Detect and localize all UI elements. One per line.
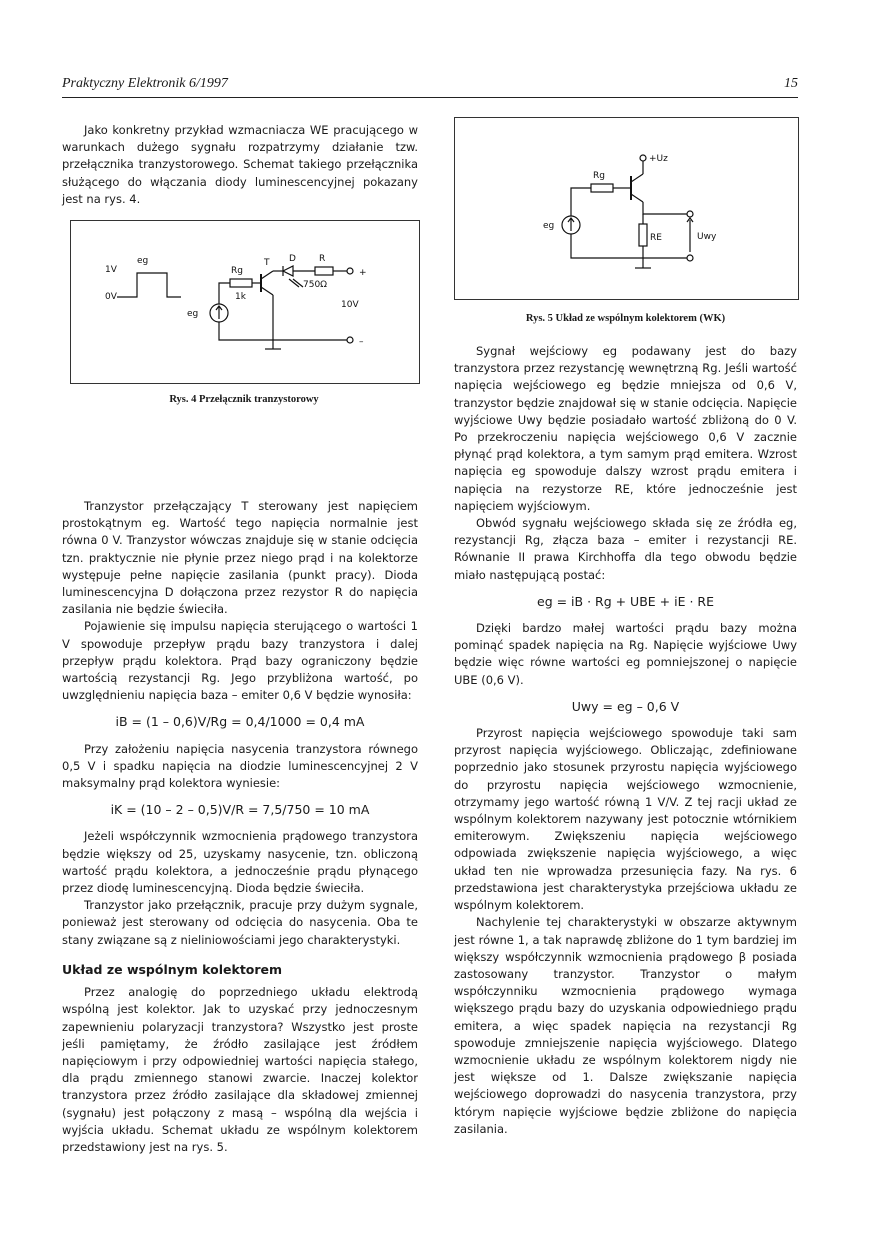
journal-title: Praktyczny Elektronik 6/1997 (62, 76, 228, 91)
figure-5-schematic (454, 117, 799, 300)
fig4-rg-label: Rg (231, 266, 243, 276)
paragraph: Nachylenie tej charakterystyki w obszarze aktywnym jest równe 1, a tak naprawdę zbliżone do 1 tym bardziej im większy współczynnik wzmocnienia prądowego β posiada zastosowany tranzystor. Tranzystor o małym współczynniku wzmocnienia prądowego wymaga większego prądu bazy do uzyskania odpowiedniego prądu emitera, a więc spadek napięcia na rezystancji Rg spowoduje zmniejszenie napięcia wyjściowego. Dlatego wzmocnienie układu ze wspólnym kolektorem nigdy nie jest większe od 1. Dalsze zwiększanie napięcia wejściowego doprowadzi do nasycenia tranzystora, przy którym napięcie wyjściowe będzie zbliżone do napięcia zasilania. (454, 915, 797, 1136)
fig5-rg-label: Rg (593, 171, 605, 181)
fig4-minus-label: – (359, 337, 364, 347)
paragraph: Przyrost napięcia wejściowego spowoduje taki sam przyrost napięcia wyjściowego. Obliczając, zdefiniowane poprzednio jako stosunek przyrostu napięcia wyjściowego do przyrostu napięcia wejściowego wzmocnienie, otrzymamy jego wartość równą 1 V/V. Z tej racji układ ze wspólnym kolektorem nazywany jest potocznie wtórnikiem emiterowym. Zwiększeniu napięcia wejściowego odpowiada zwiększenie napięcia wyjściowego, a więc układ ten nie wprowadza przesunięcia fazy. Na rys. 6 przedstawiona jest charakterystyka przejściowa układu ze wspólnym kolektorem. (454, 726, 797, 913)
formula-kirchhoff: eg = iB · Rg + UBE + iE · RE (537, 593, 714, 609)
fig4-pulse-waveform (117, 273, 181, 297)
paragraph: Przez analogię do poprzedniego układu elektrodą wspólną jest kolektor. Jak to uzyskać przy jednoczesnym zapewnieniu polaryzacji tranzystora? Wszystko jest proste jeśli pamiętamy, że źródło zasilające jest źródłem napięciowym i przy odpowiedniej wartości napięcia stałego, dla prądu zmiennego stanowi zwarcie. Inaczej kolektor tranzystora przez źródło zasilające dla składowej zmiennej (sygnału) jest połączony z masą – wspólną dla wejścia i wyjścia układu. Schemat układu ze wspólnym kolektorem przedstawiony jest na rys. 5. (62, 985, 418, 1154)
section-heading: Układ ze wspólnym kolektorem (62, 961, 283, 977)
figure-5-caption: Rys. 5 Układ ze wspólnym kolektorem (WK) (525, 313, 726, 324)
fig5-output-terminal (687, 211, 693, 217)
fig5-re-label: RE (650, 233, 662, 243)
formula-ik: iK = (10 – 2 – 0,5)V/R = 7,5/750 = 10 mA (110, 802, 370, 818)
fig4-eg-source-label: eg (187, 309, 199, 319)
fig4-resistor-r (315, 267, 333, 275)
fig4-0v-label: 0V (105, 292, 117, 302)
paragraph: Tranzystor jako przełącznik, pracuje przy dużym sygnale, ponieważ jest sterowany od odcięcia do nasycenia. Oba te stany związane są z nieliniowościami jego charakterystyki. (62, 898, 418, 947)
fig4-supply-label: 10V (341, 300, 359, 310)
fig4-1v-label: 1V (105, 265, 117, 275)
paragraph: Jako konkretny przykład wzmacniacza WE pracującego w warunkach dużego sygnału rozpatrzymy działanie tzw. przełącznika tranzystorowego. Schemat takiego przełącznika służącego do włączania diody luminescencyjnej pokazany jest na rys. 4. (62, 123, 418, 206)
fig4-resistor-rg (230, 279, 252, 287)
fig4-d-label: D (289, 254, 296, 264)
page-header (62, 75, 798, 98)
fig5-uwy-label: Uwy (697, 232, 717, 242)
fig4-r-value: 750Ω (303, 280, 328, 290)
fig4-plus-terminal (347, 268, 353, 274)
figure-4-schematic (70, 220, 420, 384)
paragraph: Obwód sygnału wejściowego składa się ze źródła eg, rezystancji Rg, złącza baza – emiter i rezystancji RE. Równanie II prawa Kirchhoffa dla tego obwodu będzie miało następującą postać: (454, 516, 797, 582)
page-number: 15 (784, 76, 798, 91)
fig4-t-label: T (264, 258, 270, 268)
paragraph: Jeżeli współczynnik wzmocnienia prądowego tranzystora będzie większy od 25, uzyskamy nasycenie, tzn. obliczoną wartość prądu kolektora, a jednocześnie prądu płynącego przez diodę luminescencyjną. Dioda będzie świeciła. (62, 829, 418, 896)
fig4-eg-pulse-label: eg (137, 256, 149, 266)
fig4-r-label: R (319, 254, 326, 264)
fig4-rg-value: 1k (235, 292, 246, 302)
fig5-uz-terminal (640, 155, 646, 161)
figure-4-caption: Rys. 4 Przełącznik tranzystorowy (169, 394, 319, 405)
formula-uwy: Uwy = eg – 0,6 V (571, 698, 680, 714)
fig5-uz-label: +Uz (649, 154, 668, 164)
fig5-ground-terminal (687, 255, 693, 261)
fig4-diode (283, 266, 293, 276)
right-column (454, 343, 797, 1138)
paragraph: Sygnał wejściowy eg podawany jest do bazy tranzystora przez rezystancję wewnętrzną Rg. Jeśli wartość napięcia wejściowego eg będzie mniejsza od 0,6 V, tranzystor będzie znajdował się w stanie odcięcia. Napięcie wyjściowe Uwy będzie posiadało wartość zbliżoną do 0 V. Po przekroczeniu napięcia wejściowego 0,6 V zacznie płynąć prąd kolektora, a tym samym prąd emitera. Wzrost napięcia eg spowoduje dalszy wzrost prądu emitera i napięcia na rezystorze RE, które jednocześnie jest napięciem wyjściowym. (454, 344, 797, 513)
fig5-eg-label: eg (543, 221, 555, 231)
fig4-minus-terminal (347, 337, 353, 343)
paragraph: Pojawienie się impulsu napięcia sterującego o wartości 1 V spowoduje przepływ prądu bazy tranzystora i dalej przepływ prądu kolektora. Prąd bazy ograniczony będzie wartością rezystancji Rg. Jego przybliżona wartość, po uwzględnieniu napięcia baza – emiter 0,6 V będzie wynosiła: (62, 619, 418, 703)
paragraph: Przy założeniu napięcia nasycenia tranzystora równego 0,5 V i spadku napięcia na diodzie luminescencyjnej 2 V maksymalny prąd kolektora wyniesie: (62, 741, 418, 791)
fig5-resistor-rg (591, 184, 613, 192)
formula-ib: iB = (1 – 0,6)V/Rg = 0,4/1000 = 0,4 mA (115, 714, 365, 730)
fig5-resistor-re (639, 224, 647, 246)
paragraph: Tranzystor przełączający T sterowany jest napięciem prostokątnym eg. Wartość tego napięcia normalnie jest równa 0 V. Tranzystor wówczas znajduje się w stanie odcięcia tzn. praktycznie nie płynie przez niego prąd i na kolektorze występuje pełne napięcie zasilania (punkt pracy). Dioda luminescencyjna D dołączona przez rezystor R do napięcia zasilania nie będzie świeciła. (62, 499, 418, 617)
paragraph: Dzięki bardzo małej wartości prądu bazy można pominąć spadek napięcia na Rg. Napięcie wyjściowe Uwy będzie więc równe wartości eg pomniejszonej o napięcie UBE (0,6 V). (454, 621, 797, 687)
fig4-plus-label: + (359, 268, 367, 278)
